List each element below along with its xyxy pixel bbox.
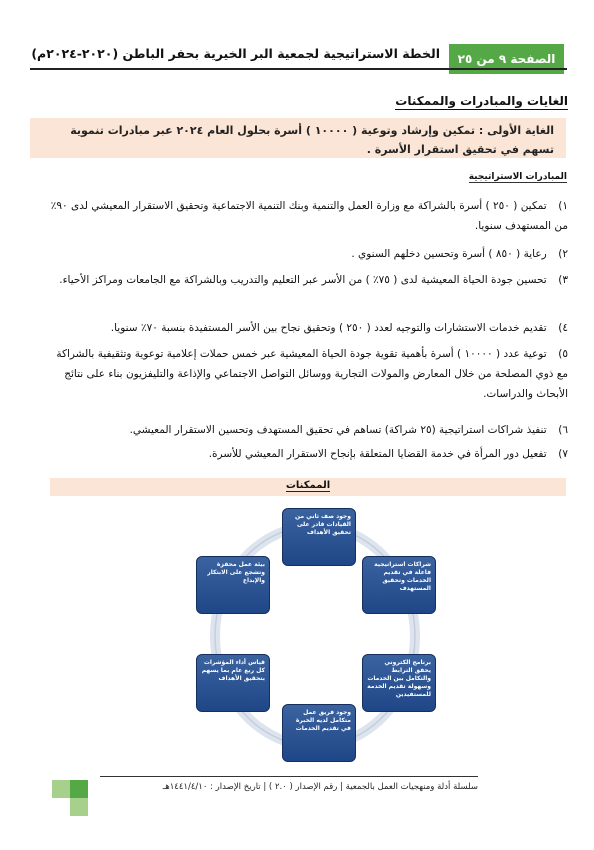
document-title: الخطة الاستراتيجية لجمعية البر الخيرية بحفر الباطن (٢٠٢٠-٢٠٢٤م) <box>31 46 440 61</box>
item-number: ٦) <box>558 424 568 436</box>
item-number: ٣) <box>558 274 568 286</box>
cycle-node: قياس أداء المؤشرات كل ربع عام بما يسهم بتحقيق الأهداف <box>196 654 270 712</box>
footer-square-light <box>52 780 70 798</box>
cycle-node: برنامج الكتروني يحقق الترابط والتكامل بين الخدمات وسهولة تقديم الخدمة للمستفيدين <box>362 654 436 712</box>
enablers-title: الممكنات <box>285 480 331 491</box>
initiative-item <box>48 344 568 404</box>
item-text: رعاية ( ٨٥٠ ) أسرة وتحسين دخلهم السنوي . <box>351 248 547 260</box>
item-text: تمكين ( ٢٥٠ ) أسرة بالشراكة مع وزارة العمل والتنمية وبنك التنمية الاجتماعية وتحقيق الاستقرار المعيشي لدى ٩٠٪ من المستهدف سنويا. <box>50 200 568 232</box>
item-number: ١) <box>558 200 568 212</box>
item-text: تقديم خدمات الاستشارات والتوجيه لعدد ( ٢٥٠ ) وتحقيق نجاح بين الأسر المستفيدة بنسبة ٧٠٪ سنويا. <box>110 322 547 334</box>
initiative-item <box>48 444 568 464</box>
subsection-title: المبادرات الاستراتيجية <box>468 172 567 182</box>
item-number: ٥) <box>558 348 568 360</box>
initiative-item <box>48 318 568 338</box>
item-number: ٤) <box>558 322 568 334</box>
initiative-item <box>48 420 568 440</box>
cycle-node: وجود فريق عمل متكامل لديه الخبرة في تقديم الخدمات <box>282 704 356 762</box>
item-text: تفعيل دور المرأة في خدمة القضايا المتعلقة بإنجاح الاستقرار المعيشي للأسرة. <box>208 448 547 460</box>
item-text: تحسين جودة الحياة المعيشية لدى ( ٧٥٪ ) من الأسر عبر التعليم والتدريب وبالشراكة مع الجامعات ومراكز الأحياء. <box>59 274 547 286</box>
cycle-node: وجود صف ثاني من القيادات قادر على تحقيق الأهداف <box>282 508 356 566</box>
initiative-item <box>48 196 568 236</box>
initiative-item <box>48 270 568 290</box>
initiative-item <box>48 244 568 264</box>
page-number-badge: الصفحة ٩ من ٢٥ <box>449 44 564 74</box>
goal-text: الغاية الأولى : تمكين وإرشاد وتوعية ( ١٠٠٠٠ ) أسرة بحلول العام ٢٠٢٤ عبر مبادرات تنموية تسهم في تحقيق استقرار الأسرة . <box>70 124 554 156</box>
cycle-node: شراكات استراتيجية فاعلة في تقديم الخدمات وتحقيق المستهدف <box>362 556 436 614</box>
enablers-cycle-diagram <box>170 506 460 766</box>
footer-square-green <box>70 780 88 798</box>
footer-divider <box>100 776 478 777</box>
cycle-node: بيئة عمل محفزة وتشجع على الابتكار والإبداع <box>196 556 270 614</box>
footer-square-light <box>70 798 88 816</box>
item-number: ٢) <box>558 248 568 260</box>
header-divider <box>30 68 567 70</box>
item-number: ٧) <box>558 448 568 460</box>
item-text: توعية عدد ( ١٠٠٠٠ ) أسرة بأهمية تقوية جودة الحياة المعيشية عبر خمس حملات إعلامية توعوية وتثقيفية بالشراكة مع ذوي المصلحة من خلال المعارض والمولات التجارية ووسائل التواصل الاجتماعي والإذاعة والتليفزيون بناء على نتائج الأبحاث والدراسات. <box>56 348 568 400</box>
item-text: تنفيذ شراكات استراتيجية (٢٥ شراكة) تساهم في تحقيق المستهدف وتحسين الاستقرار المعيشي. <box>129 424 547 436</box>
footer-text: سلسلة أدلة ومنهجيات العمل بالجمعية | رقم الإصدار ( ٢.٠ ) | تاريخ الإصدار : ١٤٤١/٤/١٠هـ <box>162 782 478 792</box>
section-title: الغايات والمبادرات والممكنات <box>395 94 568 108</box>
